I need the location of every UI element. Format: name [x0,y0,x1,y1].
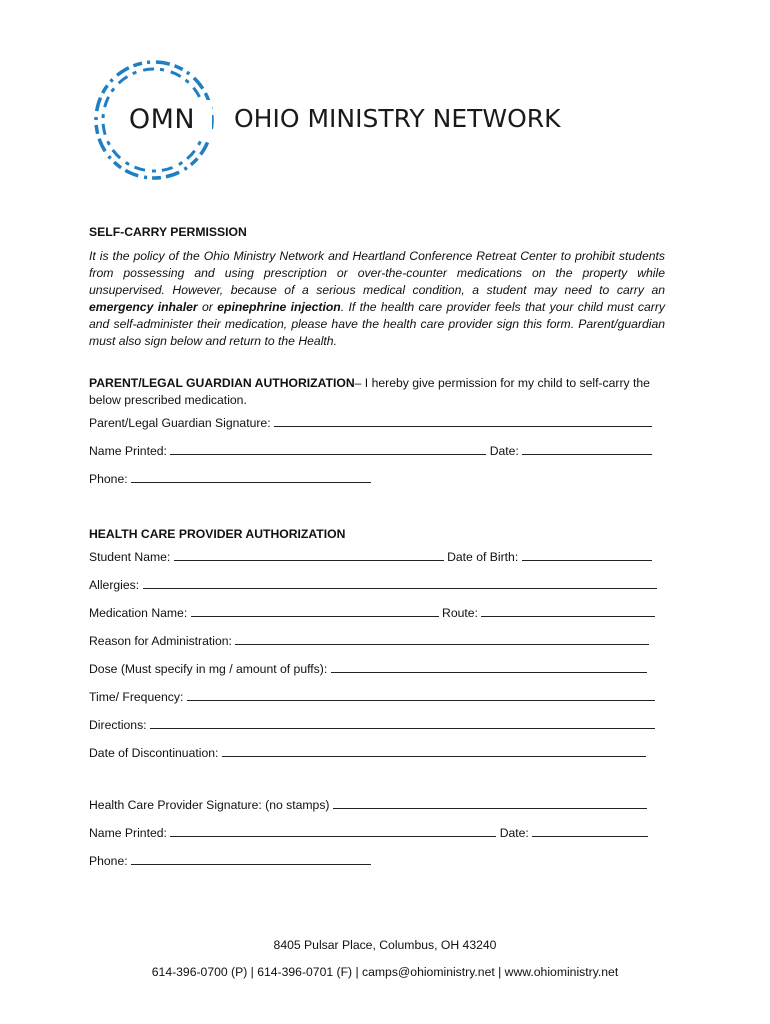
policy-text-1: It is the policy of the Ohio Ministry Network and Heartland Conference Retreat Center to prohibit students from possessing and using prescription or over-the-counter medications on the property while unsupervised. However, because of a serious medical condition, a student may need to carry an [89,249,665,297]
allergies-field[interactable] [143,576,657,589]
provider-phone-label: Phone: [89,854,128,868]
medication-name-field[interactable] [191,604,439,617]
provider-signature-label: Health Care Provider Signature: (no stamps) [89,798,330,812]
reason-field[interactable] [235,632,649,645]
guardian-date-label: Date: [489,444,519,458]
guardian-name-field[interactable] [170,442,486,455]
dob-label: Date of Birth: [447,550,519,564]
guardian-name-label: Name Printed: [89,444,167,458]
form-content [89,224,665,870]
route-label: Route: [442,606,478,620]
guardian-section [89,375,665,488]
guardian-date-field[interactable] [522,442,652,455]
student-row [89,548,665,566]
dose-row [89,660,665,678]
reason-label: Reason for Administration: [89,634,232,648]
provider-date-field[interactable] [532,824,648,837]
policy-text-2: . If the health care provider feels that your child must carry and self-administer their medication, please have the health care provider sign this form. Parent/guardian must also sign below and return to the Health. [89,300,665,348]
provider-phone-row [89,852,665,870]
medication-name-label: Medication Name: [89,606,188,620]
guardian-statement [89,375,665,409]
discontinuation-field[interactable] [222,744,646,757]
time-field[interactable] [187,688,655,701]
policy-emphasis-epinephrine: epinephrine injection [217,300,341,314]
allergies-row [89,576,665,594]
logo-abbreviation: OMN [128,104,196,135]
footer-address: 8405 Pulsar Place, Columbus, OH 43240 [273,938,497,952]
medication-row [89,604,665,622]
policy-emphasis-inhaler: emergency inhaler [89,300,198,314]
time-label: Time/ Frequency: [89,690,184,704]
provider-date-label: Date: [499,826,529,840]
student-name-label: Student Name: [89,550,171,564]
dob-field[interactable] [522,548,652,561]
directions-label: Directions: [89,718,147,732]
guardian-title: PARENT/LEGAL GUARDIAN AUTHORIZATION [89,376,355,390]
time-row [89,688,665,706]
provider-name-row [89,824,665,842]
allergies-label: Allergies: [89,578,140,592]
provider-name-label: Name Printed: [89,826,167,840]
logo-organization-name: OHIO MINISTRY NETWORK [234,104,561,133]
directions-field[interactable] [150,716,655,729]
omn-logo [88,54,668,186]
provider-section [89,526,665,870]
guardian-text: – I hereby give permission for my child to self-carry the below prescribed medication. [89,376,650,407]
discontinuation-row [89,744,665,762]
student-name-field[interactable] [174,548,444,561]
directions-row [89,716,665,734]
guardian-phone-row [89,470,665,488]
guardian-signature-row [89,414,665,432]
dose-label: Dose (Must specify in mg / amount of puffs): [89,662,328,676]
guardian-phone-label: Phone: [89,472,128,486]
policy-paragraph [89,248,665,350]
provider-signature-row [89,796,665,814]
discontinuation-label: Date of Discontinuation: [89,746,219,760]
guardian-phone-field[interactable] [131,470,371,483]
guardian-signature-field[interactable] [274,414,652,427]
provider-name-field[interactable] [170,824,496,837]
policy-text-or: or [197,300,218,314]
guardian-name-row [89,442,665,460]
provider-title: HEALTH CARE PROVIDER AUTHORIZATION [89,527,346,541]
footer-contact: 614-396-0700 (P) | 614-396-0701 (F) | camps@ohioministry.net | www.ohioministry.net [151,965,619,979]
dose-field[interactable] [331,660,647,673]
guardian-signature-label: Parent/Legal Guardian Signature: [89,416,271,430]
route-field[interactable] [481,604,655,617]
self-carry-title: SELF-CARRY PERMISSION [89,225,247,239]
reason-row [89,632,665,650]
provider-phone-field[interactable] [131,852,371,865]
provider-signature-field[interactable] [333,796,647,809]
